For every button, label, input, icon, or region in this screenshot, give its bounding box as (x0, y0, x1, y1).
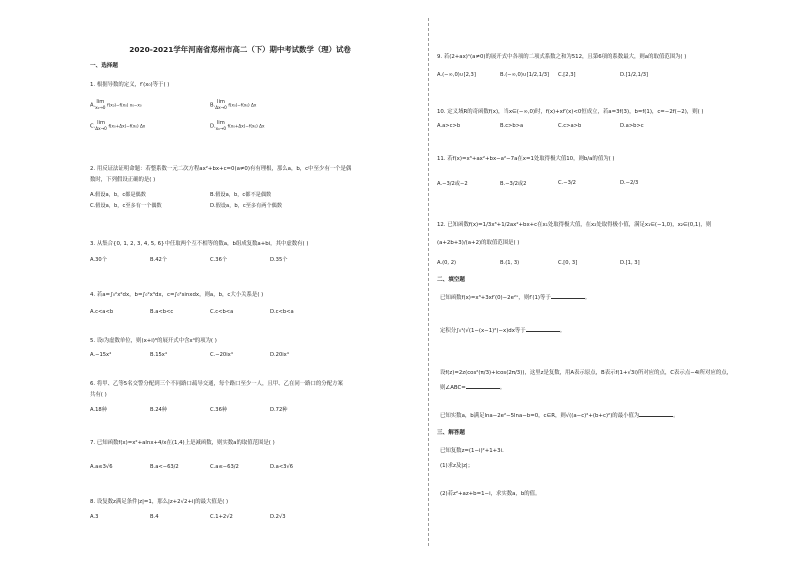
question-8-option-d: D.2√3 (270, 514, 286, 520)
question-11-option-b: B.−3/2或2 (500, 181, 527, 187)
question-3-stem: 3. 从集合{0, 1, 2, 3, 4, 5, 6}中任取两个互不相等的数a，b组成复数a+bi，其中虚数有( ) (90, 241, 309, 247)
question-9-option-a: A.(−∞,0)∪[2,3] (437, 72, 476, 78)
question-9-stem: 9. 若(2+ax)ⁿ(a≠0)的展开式中各项的二项式系数之和为512，且第6项的系数最大，则a的取值范围为( ) (437, 54, 687, 60)
question-2-line-2: 数时，下列假设正确的是( ) (90, 177, 156, 183)
question-4-option-a: A.c<a<b (90, 309, 114, 315)
question-3-option-d: D.35个 (270, 257, 288, 263)
question-10-stem: 10. 定义域R的奇函数f(x)，当x∈(−∞,0)时，f(x)+xf′(x)<0恒成立，若a=3f(3)，b=f(1)，c=−2f(−2)，则( ) (437, 109, 704, 115)
section-choice-heading: 一、选择题 (90, 63, 118, 69)
fill-question-4: 已知实数a，b满足lna−2e²−5lna−b=0，c∈R，则√((a−c)²+(b+c)²)的最小值为 。 (440, 413, 679, 419)
question-3-option-c: C.36个 (210, 257, 228, 263)
question-7-option-c: C.a≤−63/2 (210, 464, 239, 470)
question-7-option-a: A.a≤3√6 (90, 464, 113, 470)
question-3-option-a: A.30个 (90, 257, 107, 263)
fill-3-blank[interactable] (466, 383, 500, 389)
question-6-line-2: 共有( ) (90, 392, 107, 398)
question-4-option-d: D.c<b<a (270, 309, 294, 315)
question-12-line-2: (a+2b+3)/(a+2)的取值范围是( ) (437, 240, 520, 246)
question-6-option-d: D.72种 (270, 407, 288, 413)
question-6-option-c: C.36种 (210, 407, 228, 413)
solve-question-1-stem: 已知复数z=(1−i)²+1+3i． (440, 448, 508, 454)
question-8-option-a: A.3 (90, 514, 99, 520)
question-7-option-d: D.a<3√6 (270, 464, 294, 470)
question-5-option-c: C.−20ix⁴ (210, 352, 233, 358)
question-2-option-a: A.假设a，b，c都是偶数 (90, 192, 146, 198)
question-4-stem: 4. 若a=∫₀²x²dx，b=∫₀²x³dx，c=∫₀²sinxdx，则a，b，c大小关系是( ) (90, 292, 264, 298)
question-9-option-c: C.[2,3] (558, 72, 576, 78)
question-5-option-b: B.15x⁴ (150, 352, 167, 358)
question-2-option-c: C.假设a，b，c至多有一个偶数 (90, 203, 162, 209)
question-9-option-d: D.[1/2,1/3] (620, 72, 649, 78)
question-11-stem: 11. 若f(x)=x³+ax²+bx−a²−7a在x=1处取得极大值10，则b/a的值为( ) (437, 156, 615, 162)
question-5-stem: 5. 设i为虚数单位，则(x+i)⁶的展开式中含x⁴的项为( ) (90, 338, 217, 344)
section-solve-heading: 三、解答题 (437, 430, 465, 436)
solve-question-1-part-2: (2)若z²+az+b=1−i，求实数a，b的值。 (440, 491, 541, 497)
fill-question-1: 已知函数f(x)=x³+3xf′(0)−2e²ˣ，则f′(1)等于 。 (440, 295, 591, 301)
fill-4-blank[interactable] (639, 411, 673, 417)
question-7-option-b: B.a<−63/2 (150, 464, 179, 470)
question-5-option-d: D.20ix⁴ (270, 352, 289, 358)
fill-1-blank[interactable] (551, 293, 585, 299)
fill-question-3-line-2: 则∠ABC= 。 (440, 385, 506, 391)
question-8-stem: 8. 设复数z满足条件|z|=1，那么|z+2√2+i|的最大值是( ) (90, 499, 229, 505)
exam-title: 2020-2021学年河南省郑州市高二（下）期中考试数学（理）试卷 (129, 45, 351, 54)
solve-question-1-part-1: (1)求z及|z|； (440, 463, 474, 469)
question-6-option-b: B.24种 (150, 407, 167, 413)
question-12-option-d: D.[1, 3] (620, 260, 640, 266)
question-1-stem: 1. 根据导数的定义，f′(x₀)等于( ) (90, 82, 170, 88)
question-12-line-1: 12. 已知函数f(x)=1/3x³+1/2ax²+bx+c在x₁处取得极大值，在x₂处取得极小值，满足x₁∈(−1,0)，x₂∈(0,1)，则 (437, 222, 712, 228)
question-3-option-b: B.42个 (150, 257, 167, 263)
fill-question-3-line-1: 设f(z)=2z(cos²(π/3)+icos(2π/3))，这里z是复数，用A表示原点，B表示f(1+√3i)所对应的点，C表示点−4i所对应的点， (440, 370, 733, 376)
question-1-option-d: D. lim x₀→0 f(x₀+Δx)−f(x₀) Δx (210, 120, 265, 131)
fill-2-blank[interactable] (526, 326, 560, 332)
question-12-option-a: A.(0, 2) (437, 260, 457, 266)
question-1-option-c: C. lim Δx→0 f(x₀+Δx)−f(x₀) Δx (90, 120, 146, 131)
column-divider (428, 18, 429, 546)
question-12-option-b: B.(1, 3) (500, 260, 520, 266)
question-2-option-d: D.假设a，b，c至多有两个偶数 (210, 203, 283, 209)
question-2-line-1: 2. 用反证法证明命题：若整系数一元二次方程ax²+bx+c=0(a≠0)有有理根，那么a，b，c中至少有一个是偶 (90, 166, 352, 172)
question-10-option-b: B.c>b>a (500, 123, 524, 129)
question-8-option-b: B.4 (150, 514, 159, 520)
fill-question-2: 定积分∫₀¹(√(1−(x−1)²)−x)dx等于 。 (440, 328, 566, 334)
question-6-option-a: A.18种 (90, 407, 107, 413)
question-9-option-b: B.(−∞,0)∪[1/2,1/3] (500, 72, 550, 78)
question-10-option-a: A.a>c>b (437, 123, 461, 129)
question-1-option-a: A. lim x₀→0 f(x₀)−f(x₀) x₀−x₀ (90, 99, 142, 110)
question-5-option-a: A.−15x⁴ (90, 352, 112, 358)
question-11-option-c: C.−3/2 (558, 180, 576, 186)
question-11-option-d: D.−2/3 (620, 180, 639, 186)
question-2-option-b: B.假设a，b，c都不是偶数 (210, 192, 272, 198)
question-4-option-c: C.c<b<a (210, 309, 234, 315)
question-6-line-1: 6. 将甲、乙等5名交警分配到三个不同路口疏导交通，每个路口至少一人，且甲、乙在同一路口的分配方案 (90, 381, 343, 387)
question-11-option-a: A.−3/2或−2 (437, 181, 468, 187)
question-12-option-c: C.[0, 3] (558, 260, 578, 266)
section-fill-heading: 二、填空题 (437, 277, 465, 283)
question-10-option-c: C.c>a>b (558, 123, 582, 129)
question-4-option-b: B.a<b<c (150, 309, 174, 315)
question-7-stem: 7. 已知函数f(x)=x²+alnx+4/x在(1,4)上是减函数，则实数a的取值范围是( ) (90, 440, 275, 446)
question-8-option-c: C.1+2√2 (210, 514, 233, 520)
question-1-option-b: B. lim Δx→0 f(x₀)−f(x₀) Δx (210, 99, 257, 110)
question-10-option-d: D.a>b>c (620, 123, 644, 129)
